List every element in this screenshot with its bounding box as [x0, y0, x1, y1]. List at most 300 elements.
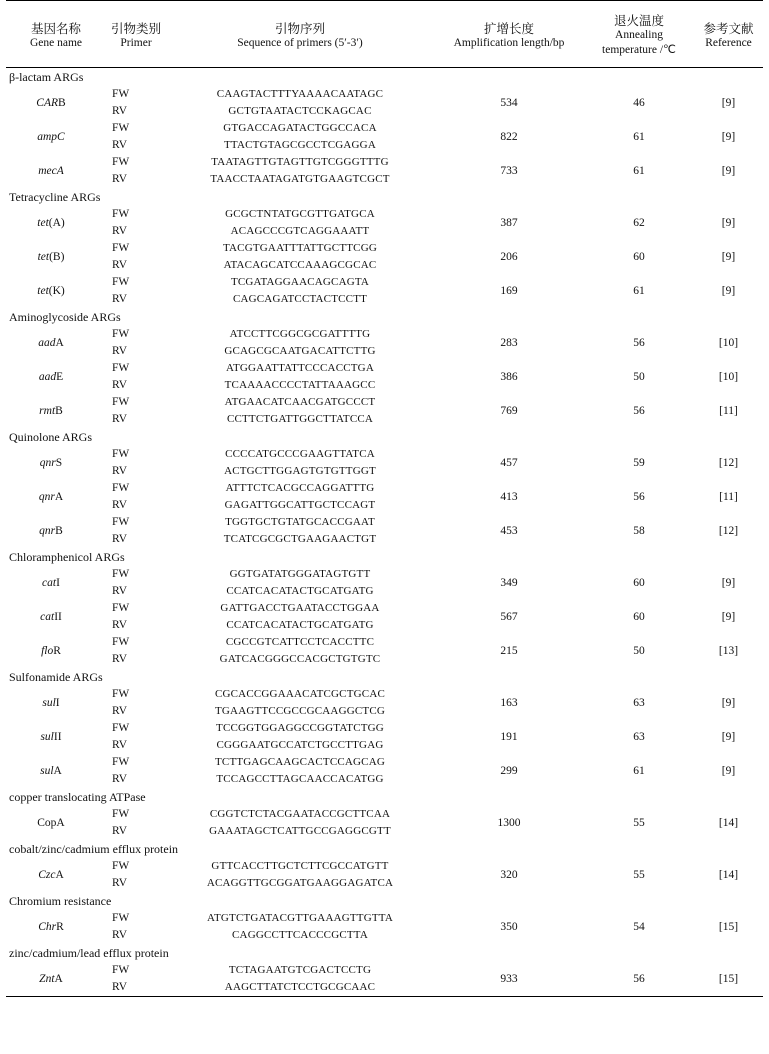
- primer-rv-label: RV: [112, 379, 128, 391]
- sequence-rv: GAAATAGCTCATTGCCGAGGCGTT: [209, 825, 391, 837]
- gene-row: [6, 514, 763, 548]
- gene-row: [6, 206, 763, 240]
- gene-name: [6, 360, 106, 394]
- gene-name-upright: CopA: [37, 817, 65, 829]
- gene-row: [6, 446, 763, 480]
- sequence-fw: ATCCTTCGGCGCGATTTTG: [229, 328, 371, 340]
- gene-name: [6, 394, 106, 428]
- sequence-rv: CCATCACATACTGCATGATG: [226, 619, 374, 631]
- reference: [9]: [721, 251, 736, 263]
- amplification-length: 349: [500, 577, 518, 589]
- primer-sequence: [166, 858, 434, 892]
- reference: [9]: [721, 97, 736, 109]
- sequence-rv: ACAGGTTGCGGATGAAGGAGATCA: [206, 877, 394, 889]
- primer-type: [106, 240, 166, 274]
- sequence-rv: CCATCACATACTGCATGATG: [226, 585, 374, 597]
- gene-name: [6, 720, 106, 754]
- category-row: [6, 840, 763, 858]
- category-row: [6, 548, 763, 566]
- category-row: [6, 308, 763, 326]
- primer-rv-label: RV: [112, 465, 128, 477]
- sequence-fw: GATTGACCTGAATACCTGGAA: [220, 602, 380, 614]
- sequence-rv: CAGCAGATCCTACTCCTT: [232, 293, 368, 305]
- gene-row: [6, 154, 763, 188]
- amplification-length: 191: [500, 731, 518, 743]
- sequence-rv: AAGCTTATCTCCTGCGCAAC: [224, 981, 376, 993]
- primer-fw-label: FW: [112, 688, 130, 700]
- primer-type: [106, 962, 166, 997]
- gene-name-upright: II: [54, 611, 62, 623]
- sequence-fw: ATGTCTGATACGTTGAAAGTTGTTA: [207, 912, 393, 924]
- amplification-length: 386: [500, 371, 518, 383]
- annealing-temperature: 46: [633, 97, 645, 109]
- annealing-temperature: 60: [633, 251, 645, 263]
- sequence-fw: CAAGTACTTTYAAAACAATAGC: [216, 88, 384, 100]
- sequence-fw: GTTCACCTTGCTCTTCGCCATGTT: [211, 860, 389, 872]
- category-row: [6, 892, 763, 910]
- sequence-fw: ATGAACATCAACGATGCCCT: [224, 396, 376, 408]
- gene-row: [6, 910, 763, 944]
- gene-name: [6, 240, 106, 274]
- gene-name-upright: II: [53, 731, 62, 743]
- amplification-length: 163: [500, 697, 518, 709]
- sequence-fw: CCCCATGCCCGAAGTTATCA: [225, 448, 375, 460]
- primer-type: [106, 634, 166, 668]
- gene-name-italic: Czc: [38, 869, 56, 881]
- category-row: [6, 788, 763, 806]
- primer-type: [106, 686, 166, 720]
- primer-rv-label: RV: [112, 345, 128, 357]
- reference: [9]: [721, 285, 736, 297]
- amplification-length: 169: [500, 285, 518, 297]
- gene-name-upright: B: [55, 525, 63, 537]
- annealing-temperature: 63: [633, 697, 645, 709]
- header-temperature: 退火温度 Annealing temperature /℃: [602, 13, 676, 56]
- primer-sequence: [166, 566, 434, 600]
- primer-sequence: [166, 326, 434, 360]
- primer-fw-label: FW: [112, 328, 130, 340]
- primer-type: [106, 86, 166, 120]
- gene-name-italic: Znt: [39, 973, 55, 985]
- amplification-length: 320: [500, 869, 518, 881]
- gene-name-italic: tet: [37, 285, 49, 297]
- sequence-rv: ATACAGCATCCAAAGCGCAC: [223, 259, 377, 271]
- sequence-rv: TAACCTAATAGATGTGAAGTCGCT: [210, 173, 390, 185]
- primer-rv-label: RV: [112, 105, 128, 117]
- gene-name: [6, 274, 106, 308]
- sequence-fw: GTGACCAGATACTGGCCACA: [223, 122, 377, 134]
- gene-name-italic: flo: [41, 645, 54, 657]
- primer-rv-label: RV: [112, 773, 128, 785]
- primer-sequence: [166, 86, 434, 120]
- amplification-length: 769: [500, 405, 518, 417]
- annealing-temperature: 56: [633, 405, 645, 417]
- reference: [9]: [721, 697, 736, 709]
- gene-name-italic: tet: [37, 251, 50, 263]
- sequence-fw: ATTTCTCACGCCAGGATTTG: [225, 482, 375, 494]
- primer-sequence: [166, 120, 434, 154]
- gene-name: [6, 154, 106, 188]
- sequence-fw: GGTGATATGGGATAGTGTT: [229, 568, 371, 580]
- primer-rv-label: RV: [112, 653, 128, 665]
- sequence-rv: GATCACGGGCCACGCTGTGTC: [219, 653, 381, 665]
- gene-name-italic: qnr: [39, 525, 56, 537]
- primer-rv-label: RV: [112, 413, 128, 425]
- category-label: Chromium resistance: [9, 893, 112, 908]
- reference: [9]: [721, 611, 736, 623]
- gene-name: [6, 962, 106, 997]
- amplification-length: 567: [500, 611, 518, 623]
- gene-name-italic: CAR: [36, 97, 59, 109]
- primer-type: [106, 206, 166, 240]
- reference: [12]: [718, 457, 739, 469]
- gene-row: [6, 806, 763, 840]
- primer-fw-label: FW: [112, 756, 130, 768]
- primer-fw-label: FW: [112, 88, 130, 100]
- gene-name-italic: mecA: [38, 165, 64, 177]
- primer-sequence: [166, 274, 434, 308]
- gene-row: [6, 86, 763, 120]
- primer-sequence: [166, 962, 434, 997]
- gene-row: [6, 686, 763, 720]
- annealing-temperature: 55: [633, 817, 645, 829]
- primer-fw-label: FW: [112, 242, 130, 254]
- primer-fw-label: FW: [112, 208, 130, 220]
- header-row: [6, 1, 763, 68]
- primer-sequence: [166, 206, 434, 240]
- primer-rv-label: RV: [112, 225, 128, 237]
- reference: [14]: [718, 869, 739, 881]
- gene-name-upright: A: [54, 491, 64, 503]
- primer-type: [106, 480, 166, 514]
- sequence-rv: ACAGCCCGTCAGGAAATT: [230, 225, 370, 237]
- gene-row: [6, 566, 763, 600]
- gene-name-upright: A: [55, 869, 64, 881]
- reference: [11]: [719, 405, 738, 417]
- annealing-temperature: 54: [633, 921, 645, 933]
- gene-row: [6, 480, 763, 514]
- amplification-length: 457: [500, 457, 518, 469]
- annealing-temperature: 59: [633, 457, 645, 469]
- gene-name: [6, 446, 106, 480]
- gene-name-upright: I: [55, 697, 60, 709]
- annealing-temperature: 61: [633, 285, 645, 297]
- primer-type: [106, 566, 166, 600]
- gene-name: [6, 206, 106, 240]
- primer-rv-label: RV: [112, 499, 128, 511]
- amplification-length: 283: [500, 337, 518, 349]
- primer-type: [106, 910, 166, 944]
- primer-type: [106, 754, 166, 788]
- reference: [9]: [721, 765, 736, 777]
- annealing-temperature: 61: [633, 165, 645, 177]
- primer-fw-label: FW: [112, 964, 130, 976]
- gene-row: [6, 754, 763, 788]
- gene-name-upright: S: [55, 457, 63, 469]
- amplification-length: 1300: [497, 817, 521, 829]
- header-reference: 参考文献 Reference: [703, 20, 754, 49]
- amplification-length: 822: [500, 131, 518, 143]
- gene-name: [6, 326, 106, 360]
- primer-fw-label: FW: [112, 362, 130, 374]
- sequence-rv: TCCAGCCTTAGCAACCACATGG: [216, 773, 384, 785]
- gene-name-italic: rmt: [39, 405, 56, 417]
- primer-rv-label: RV: [112, 585, 128, 597]
- primer-type: [106, 274, 166, 308]
- primer-fw-label: FW: [112, 396, 130, 408]
- annealing-temperature: 56: [633, 491, 645, 503]
- amplification-length: 534: [500, 97, 518, 109]
- gene-name: [6, 634, 106, 668]
- gene-name-italic: aad: [38, 371, 57, 383]
- sequence-fw: TACGTGAATTTATTGCTTCGG: [223, 242, 377, 254]
- sequence-fw: TCTTGAGCAAGCACTCCAGCAG: [214, 756, 386, 768]
- category-label: β-lactam ARGs: [9, 69, 84, 84]
- sequence-fw: ATGGAATTATTCCCACCTGA: [226, 362, 374, 374]
- amplification-length: 413: [500, 491, 518, 503]
- sequence-rv: TTACTGTAGCGCCTCGAGGA: [224, 139, 376, 151]
- reference: [15]: [718, 921, 739, 933]
- primer-fw-label: FW: [112, 156, 130, 168]
- gene-row: [6, 962, 763, 997]
- primer-sequence: [166, 394, 434, 428]
- gene-name: [6, 806, 106, 840]
- annealing-temperature: 61: [633, 131, 645, 143]
- amplification-length: 933: [500, 973, 518, 985]
- sequence-fw: TCCGGTGGAGGCCGGTATCTGG: [216, 722, 384, 734]
- primer-sequence: [166, 514, 434, 548]
- primer-rv-label: RV: [112, 259, 128, 271]
- primer-fw-label: FW: [112, 122, 130, 134]
- primer-fw-label: FW: [112, 516, 130, 528]
- sequence-rv: ACTGCTTGGAGTGTGTTGGT: [224, 465, 376, 477]
- category-row: [6, 668, 763, 686]
- gene-name-italic: qnr: [39, 457, 56, 469]
- sequence-fw: CGCACCGGAAACATCGCTGCAC: [214, 688, 386, 700]
- gene-name: [6, 480, 106, 514]
- gene-name-italic: Chr: [38, 921, 57, 933]
- reference: [9]: [721, 217, 736, 229]
- primer-fw-label: FW: [112, 276, 130, 288]
- primer-rv-label: RV: [112, 173, 128, 185]
- sequence-rv: GCAGCGCAATGACATTCTTG: [224, 345, 376, 357]
- gene-name-upright: (B): [49, 251, 65, 263]
- annealing-temperature: 60: [633, 577, 645, 589]
- header-primer: 引物类别 Primer: [110, 20, 161, 49]
- sequence-fw: TCTAGAATGTCGACTCCTG: [228, 964, 372, 976]
- gene-name-upright: B: [55, 405, 63, 417]
- header-sequence: 引物序列 Sequence of primers (5′-3′): [237, 20, 363, 49]
- reference: [15]: [718, 973, 739, 985]
- primer-table-container: [6, 0, 763, 997]
- primer-fw-label: FW: [112, 482, 130, 494]
- annealing-temperature: 50: [633, 371, 645, 383]
- sequence-fw: TCGATAGGAACAGCAGTA: [230, 276, 370, 288]
- gene-name-italic: sul: [42, 697, 56, 709]
- category-label: zinc/cadmium/lead efflux protein: [9, 945, 169, 960]
- annealing-temperature: 56: [633, 973, 645, 985]
- gene-name-upright: A: [55, 337, 64, 349]
- primer-fw-label: FW: [112, 722, 130, 734]
- primer-rv-label: RV: [112, 619, 128, 631]
- gene-name-upright: (K): [48, 285, 65, 297]
- primer-sequence: [166, 240, 434, 274]
- category-label: Sulfonamide ARGs: [9, 669, 103, 684]
- gene-name-upright: I: [56, 577, 60, 589]
- primer-sequence: [166, 754, 434, 788]
- primer-type: [106, 858, 166, 892]
- sequence-fw: CGGTCTCTACGAATACCGCTTCAA: [209, 808, 391, 820]
- gene-name-italic: aad: [38, 337, 56, 349]
- gene-name-italic: sul: [40, 731, 54, 743]
- primer-type: [106, 360, 166, 394]
- gene-row: [6, 120, 763, 154]
- primer-rv-label: RV: [112, 533, 128, 545]
- gene-row: [6, 360, 763, 394]
- primer-sequence: [166, 806, 434, 840]
- primer-rv-label: RV: [112, 139, 128, 151]
- sequence-rv: TCATCGCGCTGAAGAACTGT: [223, 533, 377, 545]
- annealing-temperature: 58: [633, 525, 645, 537]
- primer-rv-label: RV: [112, 739, 128, 751]
- gene-name-italic: qnr: [38, 491, 55, 503]
- primer-fw-label: FW: [112, 808, 130, 820]
- gene-name-italic: ampC: [37, 131, 65, 143]
- gene-name-upright: A: [54, 973, 63, 985]
- primer-sequence: [166, 720, 434, 754]
- sequence-rv: GAGATTGGCATTGCTCCAGT: [224, 499, 376, 511]
- reference: [9]: [721, 165, 736, 177]
- category-label: Aminoglycoside ARGs: [9, 309, 121, 324]
- gene-name-upright: (A): [48, 217, 65, 229]
- primer-sequence: [166, 600, 434, 634]
- gene-name: [6, 686, 106, 720]
- amplification-length: 387: [500, 217, 518, 229]
- primer-type: [106, 514, 166, 548]
- header-gene: 基因名称 Gene name: [29, 20, 83, 49]
- annealing-temperature: 60: [633, 611, 645, 623]
- annealing-temperature: 50: [633, 645, 645, 657]
- sequence-rv: TCAAAACCCCTATTAAAGCC: [224, 379, 376, 391]
- sequence-fw: TAATAGTTGTAGTTGTCGGGTTTG: [211, 156, 389, 168]
- gene-name: [6, 566, 106, 600]
- sequence-rv: CAGGCCTTCACCCGCTTA: [232, 929, 368, 941]
- gene-row: [6, 240, 763, 274]
- primer-fw-label: FW: [112, 568, 130, 580]
- gene-name-upright: R: [53, 645, 61, 657]
- category-row: [6, 188, 763, 206]
- gene-name: [6, 858, 106, 892]
- category-label: Tetracycline ARGs: [9, 189, 101, 204]
- gene-row: [6, 326, 763, 360]
- gene-name-italic: tet: [37, 217, 49, 229]
- primer-type: [106, 120, 166, 154]
- sequence-fw: TGGTGCTGTATGCACCGAAT: [225, 516, 375, 528]
- amplification-length: 733: [500, 165, 518, 177]
- primer-sequence: [166, 910, 434, 944]
- reference: [10]: [718, 371, 739, 383]
- category-row: [6, 68, 763, 87]
- primer-sequence: [166, 686, 434, 720]
- category-label: Quinolone ARGs: [9, 429, 93, 444]
- reference: [9]: [721, 731, 736, 743]
- category-label: copper translocating ATPase: [9, 789, 146, 804]
- primer-type: [106, 446, 166, 480]
- sequence-rv: GCTGTAATACTCCKAGCAC: [228, 105, 372, 117]
- amplification-length: 453: [500, 525, 518, 537]
- primer-fw-label: FW: [112, 602, 130, 614]
- primer-sequence: [166, 154, 434, 188]
- primer-rv-label: RV: [112, 705, 128, 717]
- gene-name: [6, 754, 106, 788]
- primer-rv-label: RV: [112, 825, 128, 837]
- amplification-length: 299: [500, 765, 518, 777]
- amplification-length: 215: [500, 645, 518, 657]
- gene-row: [6, 394, 763, 428]
- header-length: 扩增长度 Amplification length/bp: [453, 20, 565, 49]
- annealing-temperature: 62: [633, 217, 645, 229]
- primer-fw-label: FW: [112, 860, 130, 872]
- primer-type: [106, 394, 166, 428]
- primer-rv-label: RV: [112, 981, 128, 993]
- primer-fw-label: FW: [112, 912, 130, 924]
- gene-name-upright: E: [56, 371, 64, 383]
- annealing-temperature: 63: [633, 731, 645, 743]
- amplification-length: 206: [500, 251, 518, 263]
- gene-name-upright: A: [53, 765, 62, 777]
- gene-name: [6, 910, 106, 944]
- primer-type: [106, 600, 166, 634]
- primer-fw-label: FW: [112, 636, 130, 648]
- primer-fw-label: FW: [112, 448, 130, 460]
- reference: [11]: [719, 491, 738, 503]
- primer-sequence: [166, 446, 434, 480]
- primer-type: [106, 326, 166, 360]
- sequence-fw: GCGCTNTATGCGTTGATGCA: [225, 208, 375, 220]
- category-row: [6, 428, 763, 446]
- reference: [12]: [718, 525, 739, 537]
- gene-row: [6, 600, 763, 634]
- gene-name-upright: R: [56, 921, 64, 933]
- category-label: cobalt/zinc/cadmium efflux protein: [9, 841, 179, 856]
- gene-row: [6, 634, 763, 668]
- gene-row: [6, 858, 763, 892]
- primer-table: [6, 0, 763, 997]
- primer-rv-label: RV: [112, 293, 128, 305]
- primer-sequence: [166, 360, 434, 394]
- reference: [10]: [718, 337, 739, 349]
- sequence-fw: CGCCGTCATTCCTCACCTTC: [225, 636, 375, 648]
- reference: [13]: [718, 645, 739, 657]
- gene-name-italic: cat: [40, 611, 55, 623]
- sequence-rv: TGAAGTTCCGCCGCAAGGCTCG: [214, 705, 386, 717]
- gene-name: [6, 120, 106, 154]
- category-row: [6, 944, 763, 962]
- annealing-temperature: 61: [633, 765, 645, 777]
- primer-type: [106, 806, 166, 840]
- reference: [9]: [721, 131, 736, 143]
- primer-sequence: [166, 480, 434, 514]
- gene-row: [6, 720, 763, 754]
- reference: [9]: [721, 577, 736, 589]
- gene-row: [6, 274, 763, 308]
- sequence-rv: CCTTCTGATTGGCTTATCCA: [226, 413, 374, 425]
- amplification-length: 350: [500, 921, 518, 933]
- gene-name-italic: cat: [42, 577, 57, 589]
- table-body: [6, 68, 763, 997]
- primer-rv-label: RV: [112, 877, 128, 889]
- gene-name: [6, 600, 106, 634]
